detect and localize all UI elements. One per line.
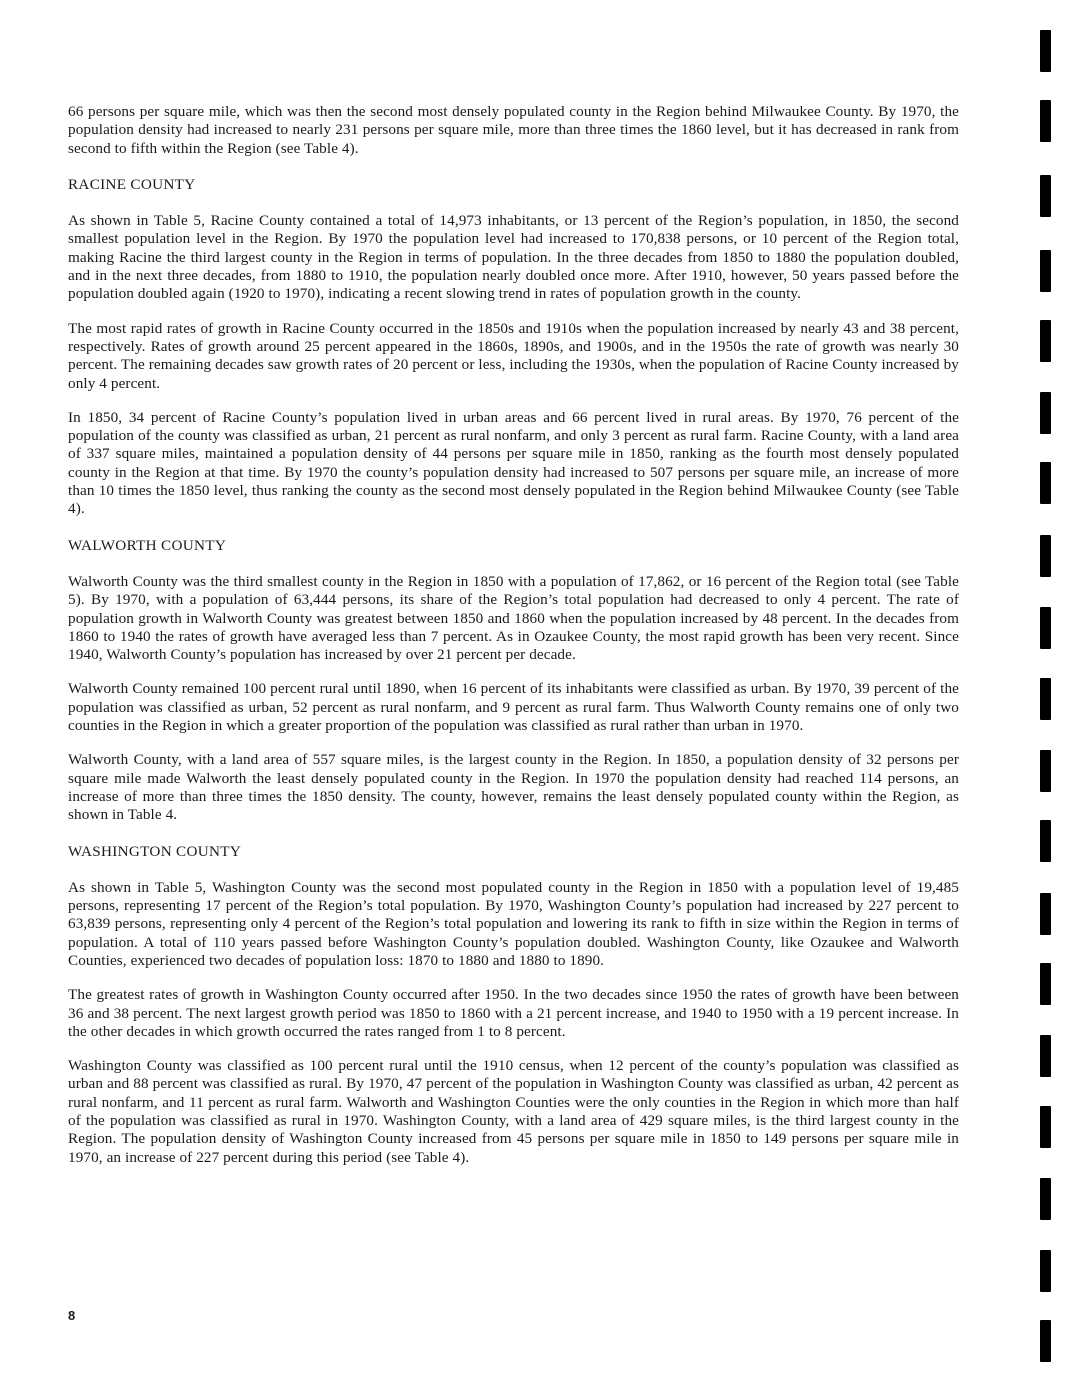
binding-mark xyxy=(1040,1250,1051,1292)
binding-mark xyxy=(1040,750,1051,792)
paragraph-density-continued: 66 persons per square mile, which was then the second most densely populated county in the Region behind Milwaukee County. By 1970, the population density had increased to nearly 231 persons per square mile, more than three times the 1860 level, but it has decreased in rank from second to fifth within the Region (see Table 4). xyxy=(68,103,959,157)
page-number: 8 xyxy=(68,1308,76,1323)
binding-mark xyxy=(1040,963,1051,1005)
binding-mark xyxy=(1040,1035,1051,1077)
binding-mark xyxy=(1040,100,1051,142)
paragraph-racine-urban-rural: In 1850, 34 percent of Racine County’s population lived in urban areas and 66 percent lived in rural areas. By 1970, 76 percent of the population of the county was classified as urban, 21 percent as rural nonfarm, and only 3 percent as rural farm. Racine County, with a land area of 337 square miles, maintained a population density of 44 persons per square mile in 1850, ranking as the fourth most densely populated county in the Region at that time. By 1970 the county’s population density had increased to 507 persons per square mile, an increase of more than 10 times the 1850 level, thus ranking the county as the second most densely populated in the Region behind Milwaukee County (see Table 4). xyxy=(68,408,959,518)
binding-mark xyxy=(1040,535,1051,577)
paragraph-walworth-urban-rural: Walworth County remained 100 percent rural until 1890, when 16 percent of its inhabitants were classified as urban. By 1970, 39 percent of the population was classified as urban, 52 percent as rural nonfarm, and 9 percent as rural farm. Thus Walworth County remains one of only two counties in the Region in which a greater proportion of the population was classified as rural rather than urban in 1970. xyxy=(68,680,959,735)
paragraph-racine-population: As shown in Table 5, Racine County contained a total of 14,973 inhabitants, or 13 percent of the Region’s population, in 1850, the second smallest population level in the Region. By 1970 the population level had increased to 170,838 persons, or 10 percent of the Region total, making Racine the third largest county in the Region in terms of population. In the three decades from 1850 to 1880 the population doubled, and in the next three decades, from 1880 to 1910, the population nearly doubled once more. After 1910, however, 50 years passed before the population doubled again (1920 to 1970), indicating a recent slowing trend in rates of population growth in the county. xyxy=(68,212,959,303)
heading-walworth-county: WALWORTH COUNTY xyxy=(68,536,227,554)
paragraph-washington-growth-rates: The greatest rates of growth in Washington County occurred after 1950. In the two decades since 1950 the rates of growth have been between 36 and 38 percent. The next largest growth period was 1850 to 1860 with a 21 percent increase, and 1940 to 1950 with a 19 percent increase. In the other decades in which growth occurred the rates ranged from 1 to 8 percent. xyxy=(68,986,959,1040)
binding-mark xyxy=(1040,392,1051,434)
binding-mark xyxy=(1040,1320,1051,1362)
paragraph-washington-population: As shown in Table 5, Washington County was the second most populated county in the Region in 1850 with a population level of 19,485 persons, representing 17 percent of the Region’s total population. By 1970, Washington County’s population had increased by 227 percent to 63,839 persons, representing only 4 percent of the Region’s total population and lowering its rank to fifth in size within the Region in terms of population. A total of 110 years passed before Washington County’s population doubled. Washington County, like Ozaukee and Walworth Counties, experienced two decades of population loss: 1870 to 1880 and 1880 to 1890. xyxy=(68,878,959,969)
paragraph-walworth-density: Walworth County, with a land area of 557 square miles, is the largest county in the Region. In 1850, a population density of 32 persons per square mile made Walworth the least densely populated county in the Region. In 1970 the population density had reached 114 persons, an increase of more than three times the 1850 density. The county, however, remains the least densely populated county within the Region, as shown in Table 4. xyxy=(68,751,959,824)
binding-mark xyxy=(1040,893,1051,935)
paragraph-racine-growth-rates: The most rapid rates of growth in Racine County occurred in the 1850s and 1910s when the population increased by nearly 43 and 38 percent, respectively. Rates of growth around 25 percent appeared in the 1860s, 1890s, and 1900s, and in the 1950s the rate of growth was nearly 30 percent. The remaining decades saw growth rates of 20 percent or less, including the 1930s, when the population of Racine County increased by only 4 percent. xyxy=(68,319,959,392)
binding-mark xyxy=(1040,175,1051,217)
paragraph-walworth-population: Walworth County was the third smallest county in the Region in 1850 with a population of 17,862, or 16 percent of the Region total (see Table 5). By 1970, with a population of 63,444 persons, its share of the Region’s total population had decreased to only 4 percent. The rate of population growth in Walworth County was greatest between 1850 and 1860 when the population increased by 48 percent. In the decades from 1860 to 1940 the rates of growth have averaged less than 7 percent. As in Ozaukee County, the most rapid growth has been very recent. Since 1940, Walworth County’s population has increased by over 21 percent per decade. xyxy=(68,572,959,664)
heading-washington-county: WASHINGTON COUNTY xyxy=(68,842,242,860)
binding-mark xyxy=(1040,462,1051,504)
paragraph-washington-urban-rural: Washington County was classified as 100 percent rural until the 1910 census, when 12 percent of the county’s population was classified as urban and 88 percent was classified as rural. By 1970, 47 percent of the population in Washington County was classified as urban, 42 percent as rural nonfarm, and 11 percent as rural farm. Walworth and Washington Counties were the only counties in the Region in which more than half of the population was classified as rural in 1970. Washington County, with a land area of 429 square miles, is the third largest county in the Region. The population density of Washington County increased from 45 persons per square mile in 1850 to 149 persons per square mile in 1970, an increase of 227 percent during this period (see Table 4). xyxy=(68,1057,959,1166)
binding-marks xyxy=(1040,0,1054,1380)
binding-mark xyxy=(1040,250,1051,292)
text-column xyxy=(68,103,959,1167)
binding-mark xyxy=(1040,30,1051,72)
binding-mark xyxy=(1040,1106,1051,1148)
heading-racine-county: RACINE COUNTY xyxy=(68,175,196,193)
binding-mark xyxy=(1040,820,1051,862)
binding-mark xyxy=(1040,607,1051,649)
binding-mark xyxy=(1040,1178,1051,1220)
binding-mark xyxy=(1040,678,1051,720)
binding-mark xyxy=(1040,320,1051,362)
